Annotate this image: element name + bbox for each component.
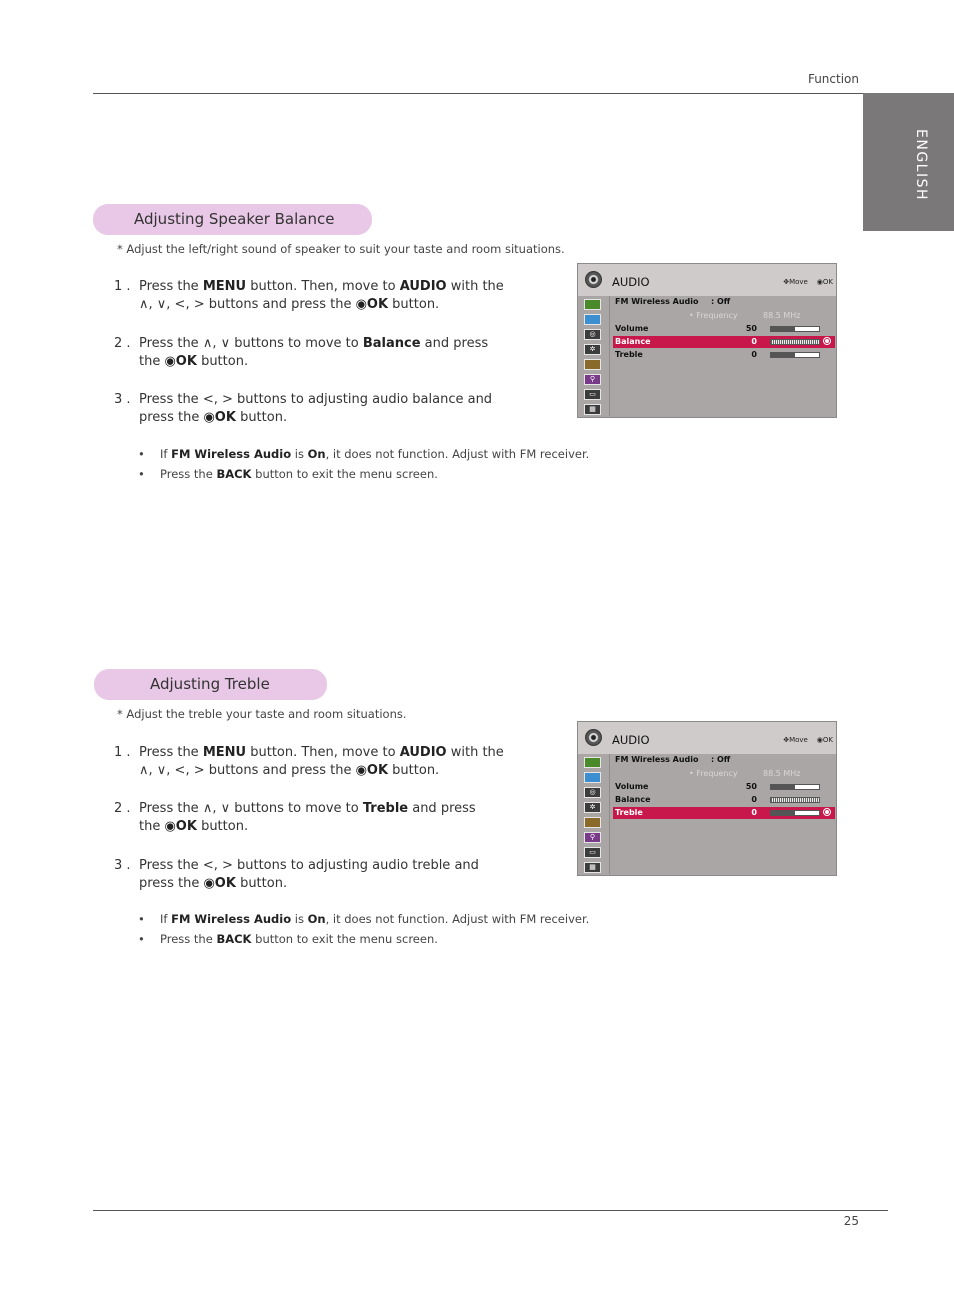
menu-item-treble: Treble 0 xyxy=(613,349,835,361)
bullet-back-treble: • Press the BACK button to exit the menu screen. xyxy=(138,932,438,946)
menu-item-balance: Balance 0 xyxy=(613,336,835,348)
bullet-fm-balance: • If FM Wireless Audio is On, it does not function. Adjust with FM receiver. xyxy=(138,447,590,461)
menu-item-volume: Volume 50 xyxy=(613,781,835,793)
section-note-treble: * Adjust the treble your taste and room situations. xyxy=(117,707,407,721)
screen-icon xyxy=(584,772,601,783)
bullet-back-balance: • Press the BACK button to exit the menu screen. xyxy=(138,467,438,481)
menu-title: AUDIO xyxy=(612,733,650,747)
speaker-icon xyxy=(585,271,602,288)
step-2-treble: 2 . Press the ∧, ∨ buttons to move to Treble and press the ◉OK button. xyxy=(114,801,476,834)
menu-sidebar xyxy=(580,754,607,874)
language-tab xyxy=(863,93,954,231)
menu-item-volume: Volume 50 xyxy=(613,323,835,335)
picture-icon xyxy=(584,757,601,768)
menu-title: AUDIO xyxy=(612,275,650,289)
audio-icon: ◎ xyxy=(584,787,601,798)
footer-rule xyxy=(93,1210,888,1211)
section-title-treble: Adjusting Treble xyxy=(94,669,327,700)
section-note-balance: * Adjust the left/right sound of speaker to suit your taste and room situations. xyxy=(117,242,565,256)
time-icon xyxy=(584,359,601,370)
menu-item-fm: FM Wireless Audio : Off xyxy=(615,297,731,306)
input-icon: ▭ xyxy=(584,847,601,858)
time-icon xyxy=(584,817,601,828)
setup-icon: ✲ xyxy=(584,344,601,355)
lock-icon: ⚲ xyxy=(584,374,601,385)
menu-help: ✥Move ◉OK xyxy=(783,278,833,286)
menu-item-fm: FM Wireless Audio : Off xyxy=(615,755,731,764)
audio-menu-screenshot-balance xyxy=(577,263,837,418)
menu-header xyxy=(578,264,836,296)
step-2-balance: 2 . Press the ∧, ∨ buttons to move to Balance and press the ◉OK button. xyxy=(114,336,489,369)
menu-help: ✥Move ◉OK xyxy=(783,736,833,744)
menu-body xyxy=(609,754,836,874)
step-1-balance: 1 . Press the MENU button. Then, move to AUDIO with the ∧, ∨, <, > buttons and press the ◉OK button. xyxy=(114,279,504,312)
input-icon: ▭ xyxy=(584,389,601,400)
menu-item-balance: Balance 0 xyxy=(613,794,835,806)
usb-icon: ▦ xyxy=(584,404,601,415)
ok-icon xyxy=(823,808,831,816)
menu-header xyxy=(578,722,836,754)
menu-body xyxy=(609,296,836,416)
menu-sidebar xyxy=(580,296,607,416)
bullet-fm-treble: • If FM Wireless Audio is On, it does not function. Adjust with FM receiver. xyxy=(138,912,590,926)
audio-icon: ◎ xyxy=(584,329,601,340)
setup-icon: ✲ xyxy=(584,802,601,813)
picture-icon xyxy=(584,299,601,310)
menu-item-treble: Treble 0 xyxy=(613,807,835,819)
menu-item-frequency: • Frequency 88.5 MHz xyxy=(689,769,801,778)
ok-icon xyxy=(823,337,831,345)
lock-icon: ⚲ xyxy=(584,832,601,843)
section-title-balance: Adjusting Speaker Balance xyxy=(93,204,372,235)
step-3-treble: 3 . Press the <, > buttons to adjusting audio treble and press the ◉OK button. xyxy=(114,858,479,891)
screen-icon xyxy=(584,314,601,325)
header-section-label: Function xyxy=(807,72,859,86)
menu-item-frequency: • Frequency 88.5 MHz xyxy=(689,311,801,320)
audio-menu-screenshot-treble xyxy=(577,721,837,876)
speaker-icon xyxy=(585,729,602,746)
header-rule xyxy=(93,93,888,94)
step-3-balance: 3 . Press the <, > buttons to adjusting audio balance and press the ◉OK button. xyxy=(114,392,493,425)
page-number: 25 xyxy=(843,1214,859,1228)
step-1-treble: 1 . Press the MENU button. Then, move to AUDIO with the ∧, ∨, <, > buttons and press the ◉OK button. xyxy=(114,745,504,778)
language-tab-label: ENGLISH xyxy=(913,129,929,202)
usb-icon: ▦ xyxy=(584,862,601,873)
